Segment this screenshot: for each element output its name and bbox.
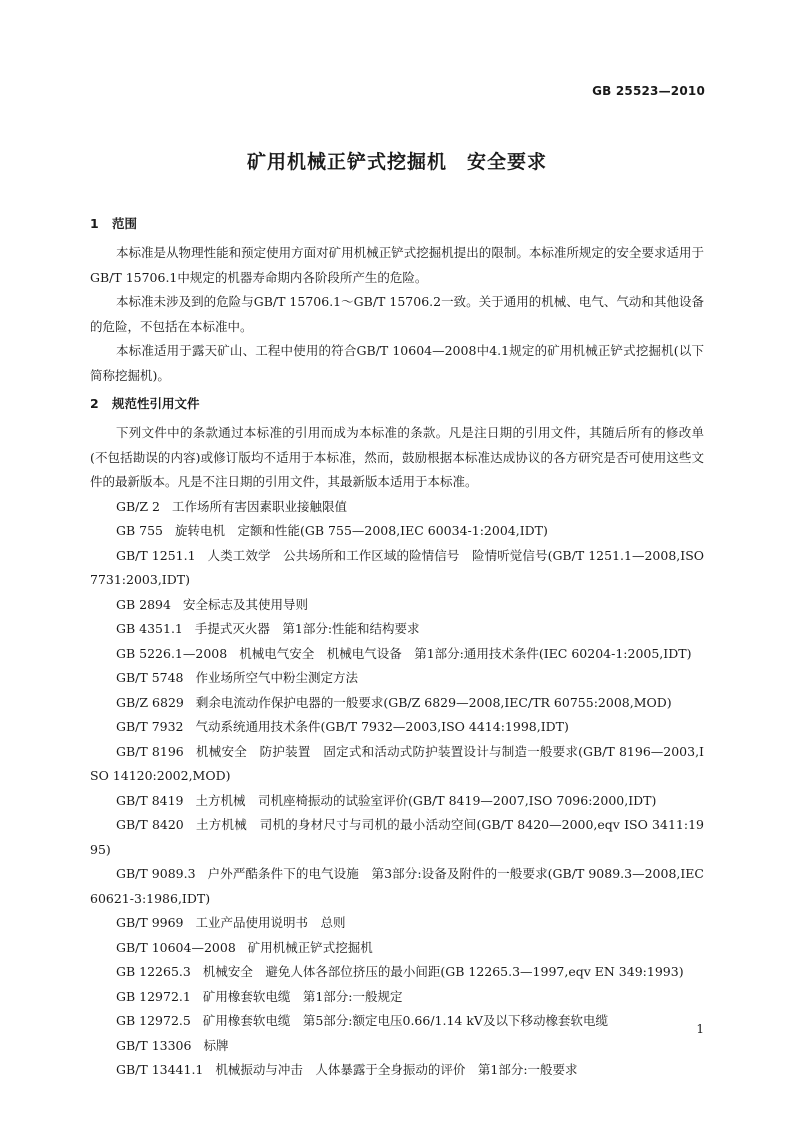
reference-item	[90, 985, 704, 1010]
reference-title: 机械振动与冲击 人体暴露于全身振动的评价 第1部分:一般要求	[215, 1062, 578, 1077]
reference-item	[90, 960, 704, 985]
reference-item	[90, 862, 704, 911]
reference-code: GB 5226.1—2008	[116, 645, 228, 661]
reference-code: GB/T 5748	[116, 670, 184, 685]
reference-title: 矿用橡套软电缆 第5部分:额定电压0.66/1.14 kV及以下移动橡套软电缆	[202, 1013, 608, 1028]
reference-item	[90, 789, 704, 814]
reference-item	[90, 519, 704, 544]
reference-code: GB/T 8196	[116, 743, 184, 759]
reference-item	[90, 593, 704, 618]
reference-code: GB/Z 2	[116, 498, 160, 514]
reference-code: GB/T 8419	[116, 792, 184, 808]
reference-title: 机械电气安全 机械电气设备 第1部分:通用技术条件(IEC 60204-1:2005,IDT)	[239, 645, 692, 661]
reference-title: 工作场所有害因素职业接触限值	[172, 498, 348, 514]
reference-code: GB/T 13306	[116, 1037, 192, 1053]
reference-code: GB/T 13441.1	[116, 1062, 204, 1077]
reference-item	[90, 666, 704, 691]
reference-code: GB/T 9969	[116, 915, 184, 930]
reference-title: 矿用橡套软电缆 第1部分:一般规定	[202, 988, 403, 1004]
standard-number: GB 25523—2010	[592, 84, 705, 98]
reference-item	[90, 1009, 704, 1034]
reference-item	[90, 715, 704, 740]
reference-code: GB/T 7932	[116, 719, 184, 734]
section-heading-scope	[90, 212, 704, 236]
reference-title: 旋转电机 定额和性能(GB 755—2008,IEC 60034-1:2004,IDT)	[175, 523, 548, 538]
reference-title: 气动系统通用技术条件(GB/T 7932—2003,ISO 4414:1998,IDT)	[195, 719, 569, 734]
section-number: 1	[90, 216, 99, 231]
reference-code: GB 12265.3	[116, 964, 191, 979]
reference-title: 手提式灭火器 第1部分:性能和结构要求	[194, 621, 420, 636]
section-title: 规范性引用文件	[112, 396, 200, 411]
reference-item	[90, 1058, 704, 1083]
reference-title: 安全标志及其使用导则	[182, 596, 308, 612]
reference-title: 矿用机械正铲式挖掘机	[247, 939, 373, 955]
reference-code: GB 2894	[116, 596, 171, 612]
scope-paragraph: 本标准未涉及到的危险与GB/T 15706.1～GB/T 15706.2一致。关于通用的机械、电气、气动和其他设备的危险，不包括在本标准中。	[90, 294, 704, 334]
reference-title: 土方机械 司机的身材尺寸与司机的最小活动空间(GB/T 8420—2000,eqv ISO 3411:1995)	[90, 817, 704, 857]
reference-code: GB/Z 6829	[116, 694, 184, 710]
page-number: 1	[696, 1022, 704, 1036]
reference-item	[90, 691, 704, 716]
section-title: 范围	[112, 216, 138, 231]
reference-item	[90, 544, 704, 593]
reference-title: 土方机械 司机座椅振动的试验室评价(GB/T 8419—2007,ISO 7096:2000,IDT)	[195, 792, 657, 808]
reference-code: GB 12972.5	[116, 1013, 191, 1028]
reference-code: GB/T 9089.3	[116, 866, 196, 881]
document-body	[90, 212, 704, 1083]
reference-code: GB 755	[116, 523, 164, 538]
reference-title: 机械安全 避免人体各部位挤压的最小间距(GB 12265.3—1997,eqv EN 349:1993)	[202, 964, 684, 979]
reference-title: 剩余电流动作保护电器的一般要求(GB/Z 6829—2008,IEC/TR 60755:2008,MOD)	[195, 694, 672, 710]
reference-item	[90, 911, 704, 936]
reference-title: 人类工效学 公共场所和工作区域的险情信号 险情听觉信号(GB/T 1251.1—2008,ISO 7731:2003,IDT)	[90, 547, 705, 587]
reference-item	[90, 495, 704, 520]
reference-item	[90, 936, 704, 961]
reference-code: GB/T 8420	[116, 817, 184, 832]
reference-title: 作业场所空气中粉尘测定方法	[195, 670, 359, 685]
reference-title: 户外严酷条件下的电气设施 第3部分:设备及附件的一般要求(GB/T 9089.3—2008,IEC 60621-3:1986,IDT)	[90, 866, 705, 906]
references-intro: 下列文件中的条款通过本标准的引用而成为本标准的条款。凡是注日期的引用文件，其随后所有的修改单(不包括勘误的内容)或修订版均不适用于本标准，然而，鼓励根据本标准达成协议的各方研究是否可使用这些文件的最新版本。凡是不注日期的引用文件，其最新版本适用于本标准。	[90, 425, 704, 489]
reference-item	[90, 642, 704, 667]
reference-list	[90, 495, 704, 1083]
reference-item	[90, 1034, 704, 1059]
reference-code: GB 12972.1	[116, 988, 191, 1004]
scope-paragraph: 本标准适用于露天矿山、工程中使用的符合GB/T 10604—2008中4.1规定的矿用机械正铲式挖掘机(以下简称挖掘机)。	[90, 343, 704, 383]
section-heading-normative-references	[90, 392, 704, 416]
reference-code: GB/T 1251.1	[116, 547, 196, 563]
reference-title: 标牌	[203, 1037, 229, 1053]
document-title: 矿用机械正铲式挖掘机 安全要求	[246, 151, 547, 173]
reference-title: 机械安全 防护装置 固定式和活动式防护装置设计与制造一般要求(GB/T 8196—2003,ISO 14120:2002,MOD)	[90, 743, 704, 783]
reference-title: 工业产品使用说明书 总则	[195, 915, 346, 930]
section-number: 2	[90, 396, 99, 411]
reference-item	[90, 617, 704, 642]
reference-code: GB/T 10604—2008	[116, 939, 236, 955]
reference-code: GB 4351.1	[116, 621, 183, 636]
scope-paragraph: 本标准是从物理性能和预定使用方面对矿用机械正铲式挖掘机提出的限制。本标准所规定的安全要求适用于GB/T 15706.1中规定的机器寿命期内各阶段所产生的危险。	[90, 245, 704, 285]
reference-item	[90, 740, 704, 789]
reference-item	[90, 813, 704, 862]
